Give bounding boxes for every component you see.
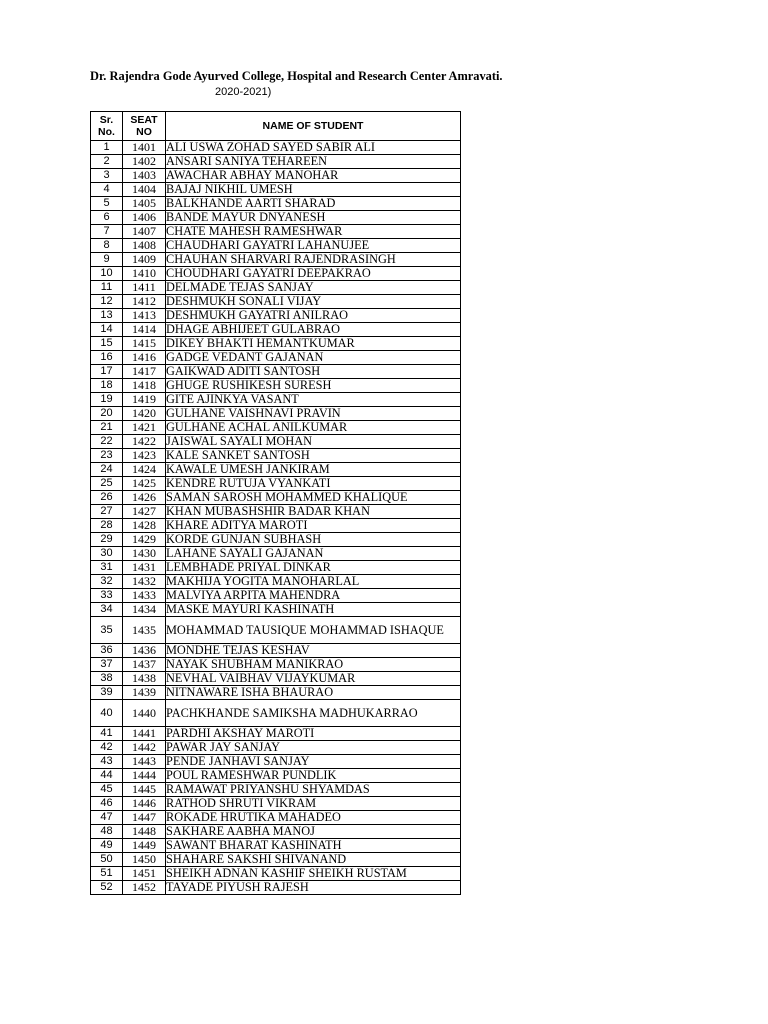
seat-no-cell: 1423	[123, 449, 166, 463]
seat-no-cell: 1438	[123, 672, 166, 686]
student-name-cell: JAISWAL SAYALI MOHAN	[166, 435, 461, 449]
seat-no-cell: 1430	[123, 547, 166, 561]
student-name-cell: PACHKHANDE SAMIKSHA MADHUKARRAO	[166, 700, 461, 727]
seat-no-cell: 1424	[123, 463, 166, 477]
table-row	[91, 811, 461, 825]
sr-no-cell: 22	[91, 435, 123, 449]
student-name-cell: ALI USWA ZOHAD SAYED SABIR ALI	[166, 141, 461, 155]
student-name-cell: KHAN MUBASHSHIR BADAR KHAN	[166, 505, 461, 519]
sr-no-cell: 21	[91, 421, 123, 435]
seat-no-cell: 1433	[123, 589, 166, 603]
sr-no-cell: 13	[91, 309, 123, 323]
student-name-cell: KAWALE UMESH JANKIRAM	[166, 463, 461, 477]
student-name-cell: ANSARI SANIYA TEHAREEN	[166, 155, 461, 169]
seat-no-cell: 1445	[123, 783, 166, 797]
sr-no-cell: 39	[91, 686, 123, 700]
student-name-cell: NEVHAL VAIBHAV VIJAYKUMAR	[166, 672, 461, 686]
table-row	[91, 741, 461, 755]
seat-no-cell: 1408	[123, 239, 166, 253]
seat-no-cell: 1420	[123, 407, 166, 421]
sr-no-cell: 32	[91, 575, 123, 589]
sr-no-cell: 15	[91, 337, 123, 351]
table-row	[91, 239, 461, 253]
student-name-cell: KHARE ADITYA MAROTI	[166, 519, 461, 533]
sr-no-cell: 50	[91, 853, 123, 867]
table-row	[91, 867, 461, 881]
table-row	[91, 533, 461, 547]
table-row	[91, 825, 461, 839]
seat-no-cell: 1409	[123, 253, 166, 267]
table-row	[91, 561, 461, 575]
table-row	[91, 769, 461, 783]
seat-no-cell: 1406	[123, 211, 166, 225]
student-name-cell: BALKHANDE AARTI SHARAD	[166, 197, 461, 211]
sr-no-cell: 4	[91, 183, 123, 197]
table-row	[91, 672, 461, 686]
student-name-cell: GITE AJINKYA VASANT	[166, 393, 461, 407]
sr-no-cell: 2	[91, 155, 123, 169]
table-row	[91, 477, 461, 491]
student-name-cell: RAMAWAT PRIYANSHU SHYAMDAS	[166, 783, 461, 797]
student-name-cell: SHAHARE SAKSHI SHIVANAND	[166, 853, 461, 867]
seat-no-cell: 1414	[123, 323, 166, 337]
seat-no-cell: 1429	[123, 533, 166, 547]
sr-no-cell: 33	[91, 589, 123, 603]
student-name-cell: BAJAJ NIKHIL UMESH	[166, 183, 461, 197]
student-name-cell: MAKHIJA YOGITA MANOHARLAL	[166, 575, 461, 589]
sr-no-cell: 25	[91, 477, 123, 491]
student-name-cell: KALE SANKET SANTOSH	[166, 449, 461, 463]
sr-no-cell: 19	[91, 393, 123, 407]
sr-no-cell: 18	[91, 379, 123, 393]
table-row	[91, 491, 461, 505]
document-title: Dr. Rajendra Gode Ayurved College, Hospital and Research Center Amravati.	[90, 69, 503, 83]
student-name-cell: DESHMUKH SONALI VIJAY	[166, 295, 461, 309]
seat-no-cell: 1425	[123, 477, 166, 491]
student-name-cell: CHAUDHARI GAYATRI LAHANUJEE	[166, 239, 461, 253]
seat-no-cell: 1437	[123, 658, 166, 672]
table-row	[91, 463, 461, 477]
student-name-cell: MALVIYA ARPITA MAHENDRA	[166, 589, 461, 603]
student-name-cell: ROKADE HRUTIKA MAHADEO	[166, 811, 461, 825]
seat-no-cell: 1426	[123, 491, 166, 505]
sr-no-cell: 40	[91, 700, 123, 727]
sr-no-cell: 8	[91, 239, 123, 253]
table-row	[91, 197, 461, 211]
seat-no-cell: 1416	[123, 351, 166, 365]
seat-no-cell: 1410	[123, 267, 166, 281]
student-name-cell: BANDE MAYUR DNYANESH	[166, 211, 461, 225]
sr-no-cell: 3	[91, 169, 123, 183]
sr-no-cell: 42	[91, 741, 123, 755]
table-row	[91, 323, 461, 337]
seat-no-cell: 1434	[123, 603, 166, 617]
col-header-sr-no: Sr. No.	[91, 112, 123, 141]
table-row	[91, 644, 461, 658]
table-row	[91, 281, 461, 295]
table-row	[91, 575, 461, 589]
table-header-row	[91, 112, 461, 141]
table-row	[91, 727, 461, 741]
seat-no-cell: 1448	[123, 825, 166, 839]
sr-no-cell: 24	[91, 463, 123, 477]
seat-no-cell: 1435	[123, 617, 166, 644]
student-name-cell: RATHOD SHRUTI VIKRAM	[166, 797, 461, 811]
seat-no-cell: 1441	[123, 727, 166, 741]
student-name-cell: KENDRE RUTUJA VYANKATI	[166, 477, 461, 491]
student-name-cell: GADGE VEDANT GAJANAN	[166, 351, 461, 365]
student-name-cell: DELMADE TEJAS SANJAY	[166, 281, 461, 295]
student-name-cell: SAWANT BHARAT KASHINATH	[166, 839, 461, 853]
seat-no-cell: 1417	[123, 365, 166, 379]
sr-no-cell: 12	[91, 295, 123, 309]
seat-no-cell: 1449	[123, 839, 166, 853]
table-row	[91, 295, 461, 309]
sr-no-cell: 45	[91, 783, 123, 797]
student-name-cell: PENDE JANHAVI SANJAY	[166, 755, 461, 769]
student-name-cell: SAMAN SAROSH MOHAMMED KHALIQUE	[166, 491, 461, 505]
student-name-cell: LAHANE SAYALI GAJANAN	[166, 547, 461, 561]
table-row	[91, 169, 461, 183]
sr-no-cell: 43	[91, 755, 123, 769]
sr-no-cell: 47	[91, 811, 123, 825]
student-name-cell: CHATE MAHESH RAMESHWAR	[166, 225, 461, 239]
table-row	[91, 617, 461, 644]
student-name-cell: MOHAMMAD TAUSIQUE MOHAMMAD ISHAQUE	[166, 617, 461, 644]
sr-no-cell: 44	[91, 769, 123, 783]
sr-no-cell: 16	[91, 351, 123, 365]
sr-no-cell: 51	[91, 867, 123, 881]
academic-year: 2020-2021)	[215, 86, 272, 98]
seat-no-cell: 1418	[123, 379, 166, 393]
sr-no-cell: 1	[91, 141, 123, 155]
student-table	[90, 111, 461, 895]
seat-no-cell: 1431	[123, 561, 166, 575]
table-row	[91, 267, 461, 281]
student-name-cell: GAIKWAD ADITI SANTOSH	[166, 365, 461, 379]
table-body	[91, 141, 461, 895]
seat-no-cell: 1442	[123, 741, 166, 755]
sr-no-cell: 34	[91, 603, 123, 617]
sr-no-cell: 7	[91, 225, 123, 239]
sr-no-cell: 26	[91, 491, 123, 505]
student-name-cell: DHAGE ABHIJEET GULABRAO	[166, 323, 461, 337]
table-row	[91, 519, 461, 533]
table-row	[91, 547, 461, 561]
col-header-seat-no: SEAT NO	[123, 112, 166, 141]
table-row	[91, 435, 461, 449]
sr-no-cell: 5	[91, 197, 123, 211]
student-name-cell: MASKE MAYURI KASHINATH	[166, 603, 461, 617]
seat-no-cell: 1443	[123, 755, 166, 769]
seat-no-cell: 1432	[123, 575, 166, 589]
student-name-cell: GULHANE ACHAL ANILKUMAR	[166, 421, 461, 435]
table-row	[91, 379, 461, 393]
seat-no-cell: 1427	[123, 505, 166, 519]
seat-no-cell: 1401	[123, 141, 166, 155]
student-name-cell: POUL RAMESHWAR PUNDLIK	[166, 769, 461, 783]
sr-no-cell: 41	[91, 727, 123, 741]
sr-no-cell: 49	[91, 839, 123, 853]
student-name-cell: PARDHI AKSHAY MAROTI	[166, 727, 461, 741]
table-row	[91, 686, 461, 700]
seat-no-cell: 1403	[123, 169, 166, 183]
seat-no-cell: 1402	[123, 155, 166, 169]
student-name-cell: TAYADE PIYUSH RAJESH	[166, 881, 461, 895]
student-name-cell: DIKEY BHAKTI HEMANTKUMAR	[166, 337, 461, 351]
table-row	[91, 141, 461, 155]
sr-no-cell: 20	[91, 407, 123, 421]
seat-no-cell: 1404	[123, 183, 166, 197]
sr-no-cell: 52	[91, 881, 123, 895]
sr-no-cell: 17	[91, 365, 123, 379]
student-name-cell: KORDE GUNJAN SUBHASH	[166, 533, 461, 547]
table-row	[91, 351, 461, 365]
table-row	[91, 365, 461, 379]
sr-no-cell: 37	[91, 658, 123, 672]
sr-no-cell: 27	[91, 505, 123, 519]
sr-no-cell: 6	[91, 211, 123, 225]
seat-no-cell: 1407	[123, 225, 166, 239]
student-name-cell: MONDHE TEJAS KESHAV	[166, 644, 461, 658]
seat-no-cell: 1436	[123, 644, 166, 658]
sr-no-cell: 28	[91, 519, 123, 533]
seat-no-cell: 1419	[123, 393, 166, 407]
table-row	[91, 155, 461, 169]
student-name-cell: SHEIKH ADNAN KASHIF SHEIKH RUSTAM	[166, 867, 461, 881]
student-name-cell: DESHMUKH GAYATRI ANILRAO	[166, 309, 461, 323]
seat-no-cell: 1439	[123, 686, 166, 700]
table-row	[91, 853, 461, 867]
seat-no-cell: 1412	[123, 295, 166, 309]
student-name-cell: NITNAWARE ISHA BHAURAO	[166, 686, 461, 700]
table-row	[91, 337, 461, 351]
table-row	[91, 589, 461, 603]
student-name-cell: CHAUHAN SHARVARI RAJENDRASINGH	[166, 253, 461, 267]
student-name-cell: LEMBHADE PRIYAL DINKAR	[166, 561, 461, 575]
sr-no-cell: 11	[91, 281, 123, 295]
table-row	[91, 603, 461, 617]
seat-no-cell: 1422	[123, 435, 166, 449]
seat-no-cell: 1411	[123, 281, 166, 295]
student-name-cell: CHOUDHARI GAYATRI DEEPAKRAO	[166, 267, 461, 281]
table-row	[91, 783, 461, 797]
student-name-cell: SAKHARE AABHA MANOJ	[166, 825, 461, 839]
table-row	[91, 393, 461, 407]
table-row	[91, 225, 461, 239]
sr-no-cell: 9	[91, 253, 123, 267]
sr-no-cell: 36	[91, 644, 123, 658]
table-row	[91, 421, 461, 435]
sr-no-cell: 29	[91, 533, 123, 547]
sr-no-cell: 48	[91, 825, 123, 839]
sr-no-cell: 30	[91, 547, 123, 561]
table-row	[91, 658, 461, 672]
table-row	[91, 839, 461, 853]
seat-no-cell: 1440	[123, 700, 166, 727]
table-row	[91, 253, 461, 267]
seat-no-cell: 1451	[123, 867, 166, 881]
sr-no-cell: 14	[91, 323, 123, 337]
table-row	[91, 407, 461, 421]
sr-no-cell: 23	[91, 449, 123, 463]
seat-no-cell: 1413	[123, 309, 166, 323]
sr-no-cell: 31	[91, 561, 123, 575]
student-name-cell: AWACHAR ABHAY MANOHAR	[166, 169, 461, 183]
sr-no-cell: 35	[91, 617, 123, 644]
student-name-cell: GHUGE RUSHIKESH SURESH	[166, 379, 461, 393]
seat-no-cell: 1415	[123, 337, 166, 351]
table-row	[91, 449, 461, 463]
seat-no-cell: 1452	[123, 881, 166, 895]
sr-no-cell: 38	[91, 672, 123, 686]
table-row	[91, 505, 461, 519]
table-row	[91, 183, 461, 197]
seat-no-cell: 1446	[123, 797, 166, 811]
table-row	[91, 700, 461, 727]
table-row	[91, 211, 461, 225]
table-row	[91, 797, 461, 811]
sr-no-cell: 10	[91, 267, 123, 281]
seat-no-cell: 1450	[123, 853, 166, 867]
seat-no-cell: 1447	[123, 811, 166, 825]
seat-no-cell: 1421	[123, 421, 166, 435]
sr-no-cell: 46	[91, 797, 123, 811]
seat-no-cell: 1428	[123, 519, 166, 533]
col-header-student-name: NAME OF STUDENT	[166, 112, 461, 141]
table-row	[91, 309, 461, 323]
student-name-cell: GULHANE VAISHNAVI PRAVIN	[166, 407, 461, 421]
seat-no-cell: 1405	[123, 197, 166, 211]
seat-no-cell: 1444	[123, 769, 166, 783]
student-name-cell: PAWAR JAY SANJAY	[166, 741, 461, 755]
table-row	[91, 881, 461, 895]
student-name-cell: NAYAK SHUBHAM MANIKRAO	[166, 658, 461, 672]
table-row	[91, 755, 461, 769]
